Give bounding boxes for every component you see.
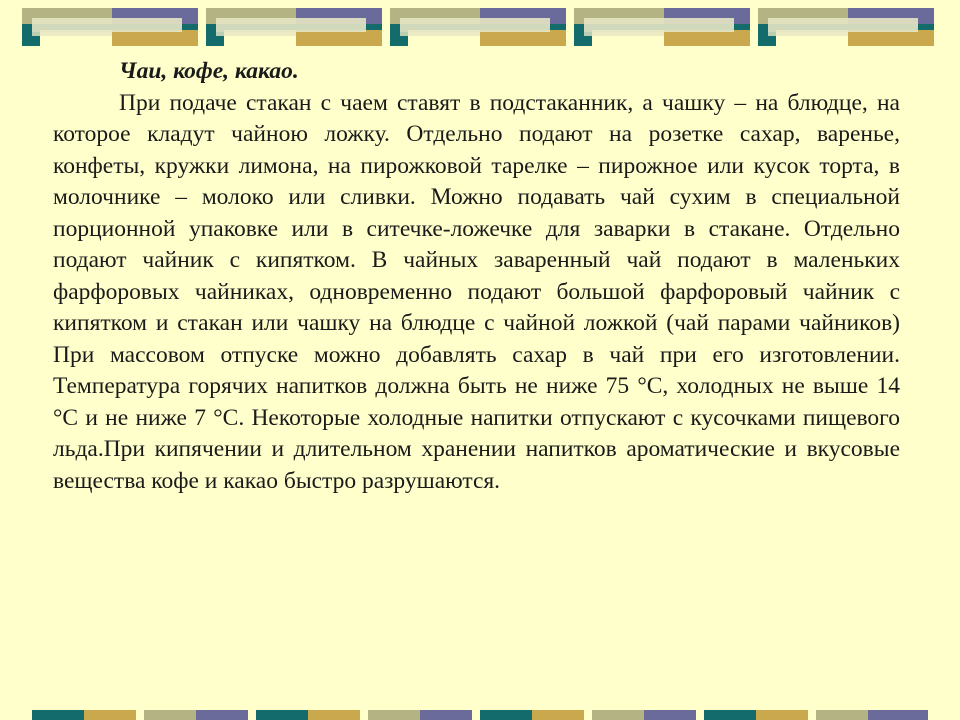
banner-tile [22,8,198,46]
banner-tile [206,8,382,46]
top-decorative-banner [0,0,960,56]
banner-tile [758,8,934,46]
slide-text-body [53,56,900,497]
banner-tile [574,8,750,46]
bottom-decorative-strip [0,710,960,720]
banner-tile [390,8,566,46]
body-paragraph: При подаче стакан с чаем ставят в подстаканник, а чашку – на блюдце, на которое кладут чайною ложку. Отдельно подают на розетке сахар, варенье, конфеты, кружки лимона, на пирожковой тарелке – пирожное или кусок торта, в молочнике – молоко или сливки. Можно подавать чай сухим в специальной порционной упаковке или в ситечке-ложечке для заварки в стакане. Отдельно подают чайник с кипятком. В чайных заваренный чай подают в маленьких фарфоровых чайниках, одновременно подают большой фарфоровый чайник с кипятком и стакан или чашку на блюдце с чайной ложкой (чай парами чайников) При массовом отпуске можно добавлять сахар в чай при его изготовлении. Температура горячих напитков должна быть не ниже 75 °С, холодных не выше 14 °С и не ниже 7 °С. Некоторые холодные напитки отпускают с кусочками пищевого льда.При кипячении и длительном хранении напитков ароматические и вкусовые вещества кофе и какао быстро разрушаются. [53,89,900,494]
section-heading: Чаи, кофе, какао. [119,58,299,84]
